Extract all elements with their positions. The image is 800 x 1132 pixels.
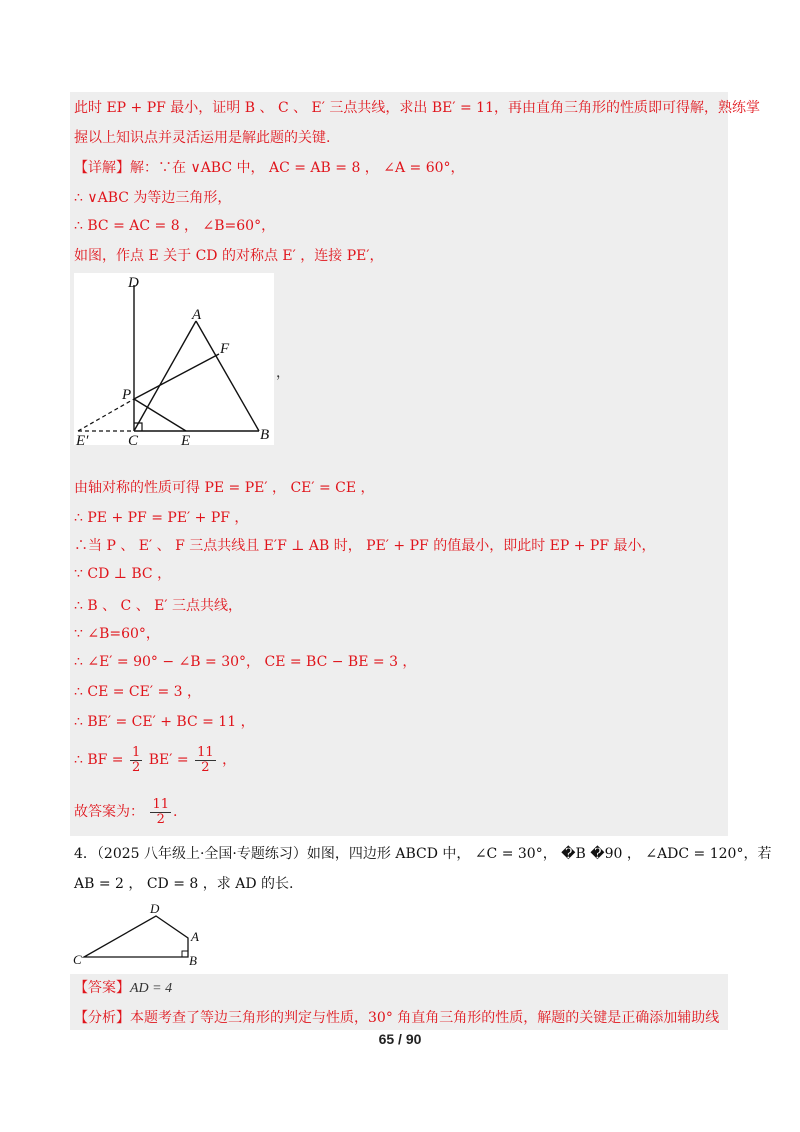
solution-line-15: ∴ BE′ = CE′ + BC = 11 ， — [74, 714, 255, 730]
solution-line-13: ∴ ∠E′ = 90° − ∠B = 30°， CE = BC − BE = 3 ， — [74, 654, 417, 670]
fraction-denominator: 2 — [132, 759, 141, 775]
geometry-figure-2 — [70, 898, 210, 970]
detail-tag: 【详解】 — [74, 160, 130, 176]
final-answer-label: 故答案为： — [74, 804, 144, 820]
segment-e-prime-p — [78, 399, 134, 431]
fraction-denominator: 2 — [201, 759, 210, 775]
quadrilateral-abcd — [84, 916, 188, 957]
label-f: F — [220, 341, 230, 357]
answer-line — [74, 978, 172, 999]
solution-line-5: ∴ BC = AC = 8 ， ∠B=60°， — [74, 218, 276, 234]
fraction-numerator: 1 — [132, 744, 141, 760]
label-c: C — [128, 433, 139, 445]
page-number: 65 / 90 — [378, 1031, 422, 1047]
fraction-denominator: 2 — [156, 811, 165, 827]
segment-ac — [134, 321, 196, 431]
final-answer-period: . — [173, 804, 178, 820]
fraction-eleven-halves — [195, 746, 216, 775]
figure-trailing-comma: ， — [276, 365, 290, 381]
segment-ab — [196, 321, 259, 431]
label-p: P — [122, 387, 132, 403]
solution-line-11: ∴ B 、 C 、 E′ 三点共线， — [74, 598, 243, 614]
fraction-numerator: 11 — [152, 796, 169, 812]
label-a: A — [191, 929, 199, 944]
solution-line-1: 此时 EP + PF 最小，证明 B 、 C 、 E′ 三点共线，求出 BE′ = 11，再由直角三角形的性质即可得解，熟练掌 — [74, 100, 760, 116]
final-answer-fraction — [150, 798, 171, 827]
label-a: A — [192, 307, 202, 323]
fraction-numerator: 11 — [197, 744, 214, 760]
bf-expression-start: ∴ BF = — [74, 752, 124, 768]
line-end-comma: ， — [222, 752, 237, 768]
solution-line-9: ∴当 P 、 E′ 、 F 三点共线且 E′F ⊥ AB 时， PE′ + PF 的值最小，即此时 EP + PF 最小， — [74, 538, 656, 554]
fraction-one-half — [130, 746, 142, 775]
geometry-figure-1 — [74, 273, 274, 445]
label-c: C — [73, 952, 82, 967]
label-b: B — [260, 427, 270, 443]
solution-line-14: ∴ CE = CE′ = 3 ， — [74, 684, 202, 700]
segment-pf — [134, 354, 219, 399]
solution-line-6: 如图，作点 E 关于 CD 的对称点 E′ ，连接 PE′， — [74, 248, 384, 264]
answer-value: AD = 4 — [130, 981, 173, 996]
solution-line-12: ∵ ∠B=60°， — [74, 626, 160, 642]
solution-line-3 — [74, 158, 465, 178]
problem-4-statement-cont: AB = 2 ， CD = 8 ，求 AD 的长. — [74, 876, 294, 892]
analysis-line — [74, 1008, 719, 1028]
problem-4-statement: 4．（2025 八年级上·全国·专题练习）如图，四边形 ABCD 中， ∠C = 30°， �B �90 ， ∠ADC = 120°，若 — [74, 846, 772, 862]
label-b: B — [189, 953, 197, 968]
solution-line-8: ∴ PE + PF = PE′ + PF ， — [74, 510, 249, 526]
solution-line-16 — [74, 744, 236, 776]
solution-line-2: 握以上知识点并灵活运用是解此题的关键. — [74, 130, 331, 146]
figure-2-svg — [70, 898, 210, 970]
figure-1-svg — [74, 273, 274, 445]
label-d: D — [150, 901, 160, 916]
answer-tag: 【答案】 — [74, 980, 130, 996]
solution-line-10: ∵ CD ⊥ BC ， — [74, 566, 172, 582]
label-e-prime: E′ — [76, 433, 89, 445]
final-answer-line — [74, 796, 177, 828]
solution-line-4: ∴ ∨ABC 为等边三角形， — [74, 190, 232, 206]
analysis-tag: 【分析】 — [74, 1010, 130, 1026]
detail-text: 解：∵在 ∨ABC 中， AC = AB = 8 ， ∠A = 60°， — [130, 160, 465, 176]
label-e: E — [181, 433, 191, 445]
label-d: D — [128, 275, 139, 291]
analysis-text: 本题考查了等边三角形的判定与性质，30° 角直角三角形的性质，解题的关键是正确添加辅助线 — [130, 1010, 720, 1026]
be-prime-expression: BE′ = — [148, 752, 189, 768]
solution-line-7: 由轴对称的性质可得 PE = PE′ ， CE′ = CE ， — [74, 480, 375, 496]
right-angle-mark-b — [182, 951, 188, 957]
